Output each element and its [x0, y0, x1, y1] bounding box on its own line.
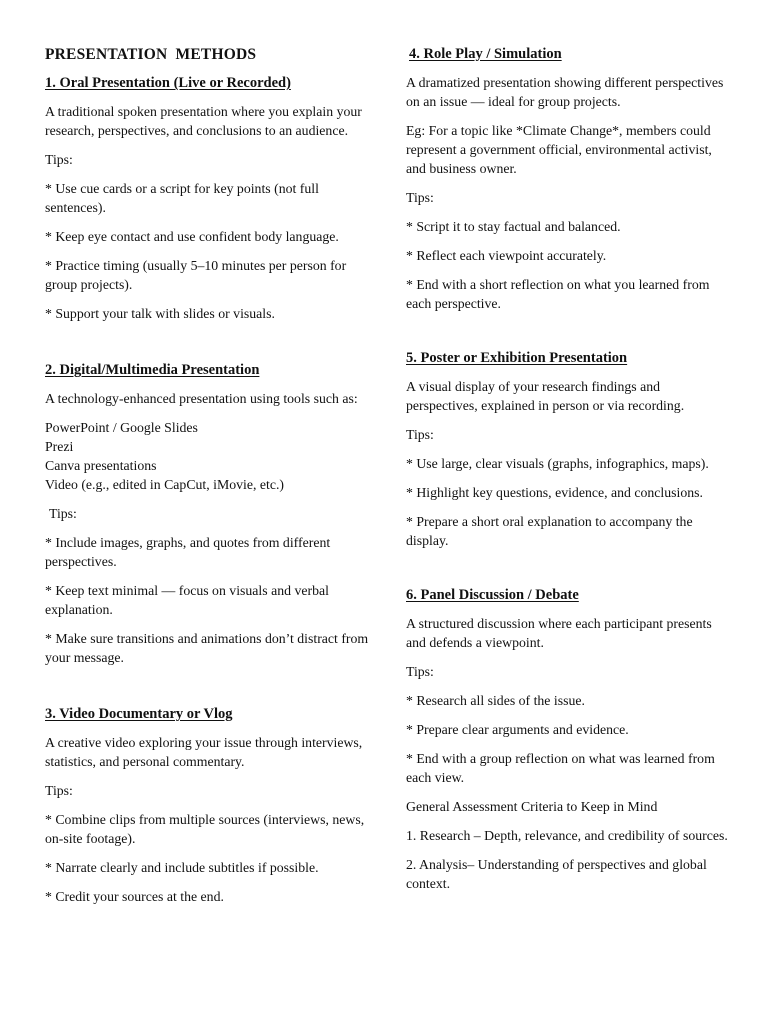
tip-item: * Include images, graphs, and quotes from different perspectives.	[45, 535, 331, 569]
tip-item: * Reflect each viewpoint accurately.	[406, 248, 607, 263]
list-item: PowerPoint / Google Slides	[45, 420, 198, 435]
tips-label: Tips:	[49, 506, 77, 521]
section-heading-panel: 6. Panel Discussion / Debate	[406, 587, 579, 603]
left-column	[45, 40, 375, 916]
tip-item: * Combine clips from multiple sources (interviews, news, on-site footage).	[45, 812, 365, 846]
list-item: Video (e.g., edited in CapCut, iMovie, etc.)	[45, 477, 285, 492]
tip-item: * Keep eye contact and use confident body language.	[45, 229, 339, 244]
tip-item: * Credit your sources at the end.	[45, 889, 224, 904]
document-title: PRESENTATION METHODS	[45, 46, 257, 63]
section-intro: A visual display of your research findings and perspectives, explained in person or via recording.	[406, 379, 685, 413]
tip-item: * Narrate clearly and include subtitles if possible.	[45, 860, 319, 875]
tip-item: * Use cue cards or a script for key points (not full sentences).	[45, 181, 319, 215]
tip-item: * Prepare a short oral explanation to accompany the display.	[406, 514, 693, 548]
section-intro: A traditional spoken presentation where you explain your research, perspectives, and conclusions to an audience.	[45, 104, 362, 138]
section-heading-digital: 2. Digital/Multimedia Presentation	[45, 362, 260, 378]
tip-item: * Highlight key questions, evidence, and conclusions.	[406, 485, 703, 500]
tip-item: * Keep text minimal — focus on visuals and verbal explanation.	[45, 583, 329, 617]
tips-label: Tips:	[45, 152, 73, 167]
section-heading-video: 3. Video Documentary or Vlog	[45, 706, 233, 722]
criteria-item: 1. Research – Depth, relevance, and credibility of sources.	[406, 828, 728, 843]
tip-item: * Practice timing (usually 5–10 minutes per person for group projects).	[45, 258, 347, 292]
tips-label: Tips:	[45, 783, 73, 798]
criteria-item: 2. Analysis– Understanding of perspectives and global context.	[406, 857, 707, 891]
tip-item: * Research all sides of the issue.	[406, 693, 585, 708]
tips-label: Tips:	[406, 427, 434, 442]
section-intro: A creative video exploring your issue through interviews, statistics, and personal commentary.	[45, 735, 363, 769]
section-example: Eg: For a topic like *Climate Change*, members could represent a government official, environmental activist, and business owner.	[406, 123, 712, 176]
tip-item: * End with a group reflection on what was learned from each view.	[406, 751, 715, 785]
list-item: Canva presentations	[45, 458, 157, 473]
tip-item: * Prepare clear arguments and evidence.	[406, 722, 629, 737]
right-column	[406, 40, 728, 903]
list-item: Prezi	[45, 439, 74, 454]
section-intro: A structured discussion where each participant presents and defends a viewpoint.	[406, 616, 712, 650]
tip-item: * Make sure transitions and animations don’t distract from your message.	[45, 631, 369, 665]
section-intro: A dramatized presentation showing different perspectives on an issue — ideal for group projects.	[406, 75, 724, 109]
tip-item: * Support your talk with slides or visuals.	[45, 306, 275, 321]
criteria-heading: General Assessment Criteria to Keep in Mind	[406, 799, 658, 814]
tips-label: Tips:	[406, 664, 434, 679]
tips-label: Tips:	[406, 190, 434, 205]
tip-item: * End with a short reflection on what you learned from each perspective.	[406, 277, 710, 311]
section-heading-poster: 5. Poster or Exhibition Presentation	[406, 350, 628, 366]
tip-item: * Use large, clear visuals (graphs, infographics, maps).	[406, 456, 709, 471]
tools-list	[45, 418, 375, 494]
section-intro: A technology-enhanced presentation using tools such as:	[45, 391, 358, 406]
section-heading-oral: 1. Oral Presentation (Live or Recorded)	[45, 75, 291, 91]
section-heading-roleplay: 4. Role Play / Simulation	[409, 46, 562, 62]
tip-item: * Script it to stay factual and balanced.	[406, 219, 621, 234]
